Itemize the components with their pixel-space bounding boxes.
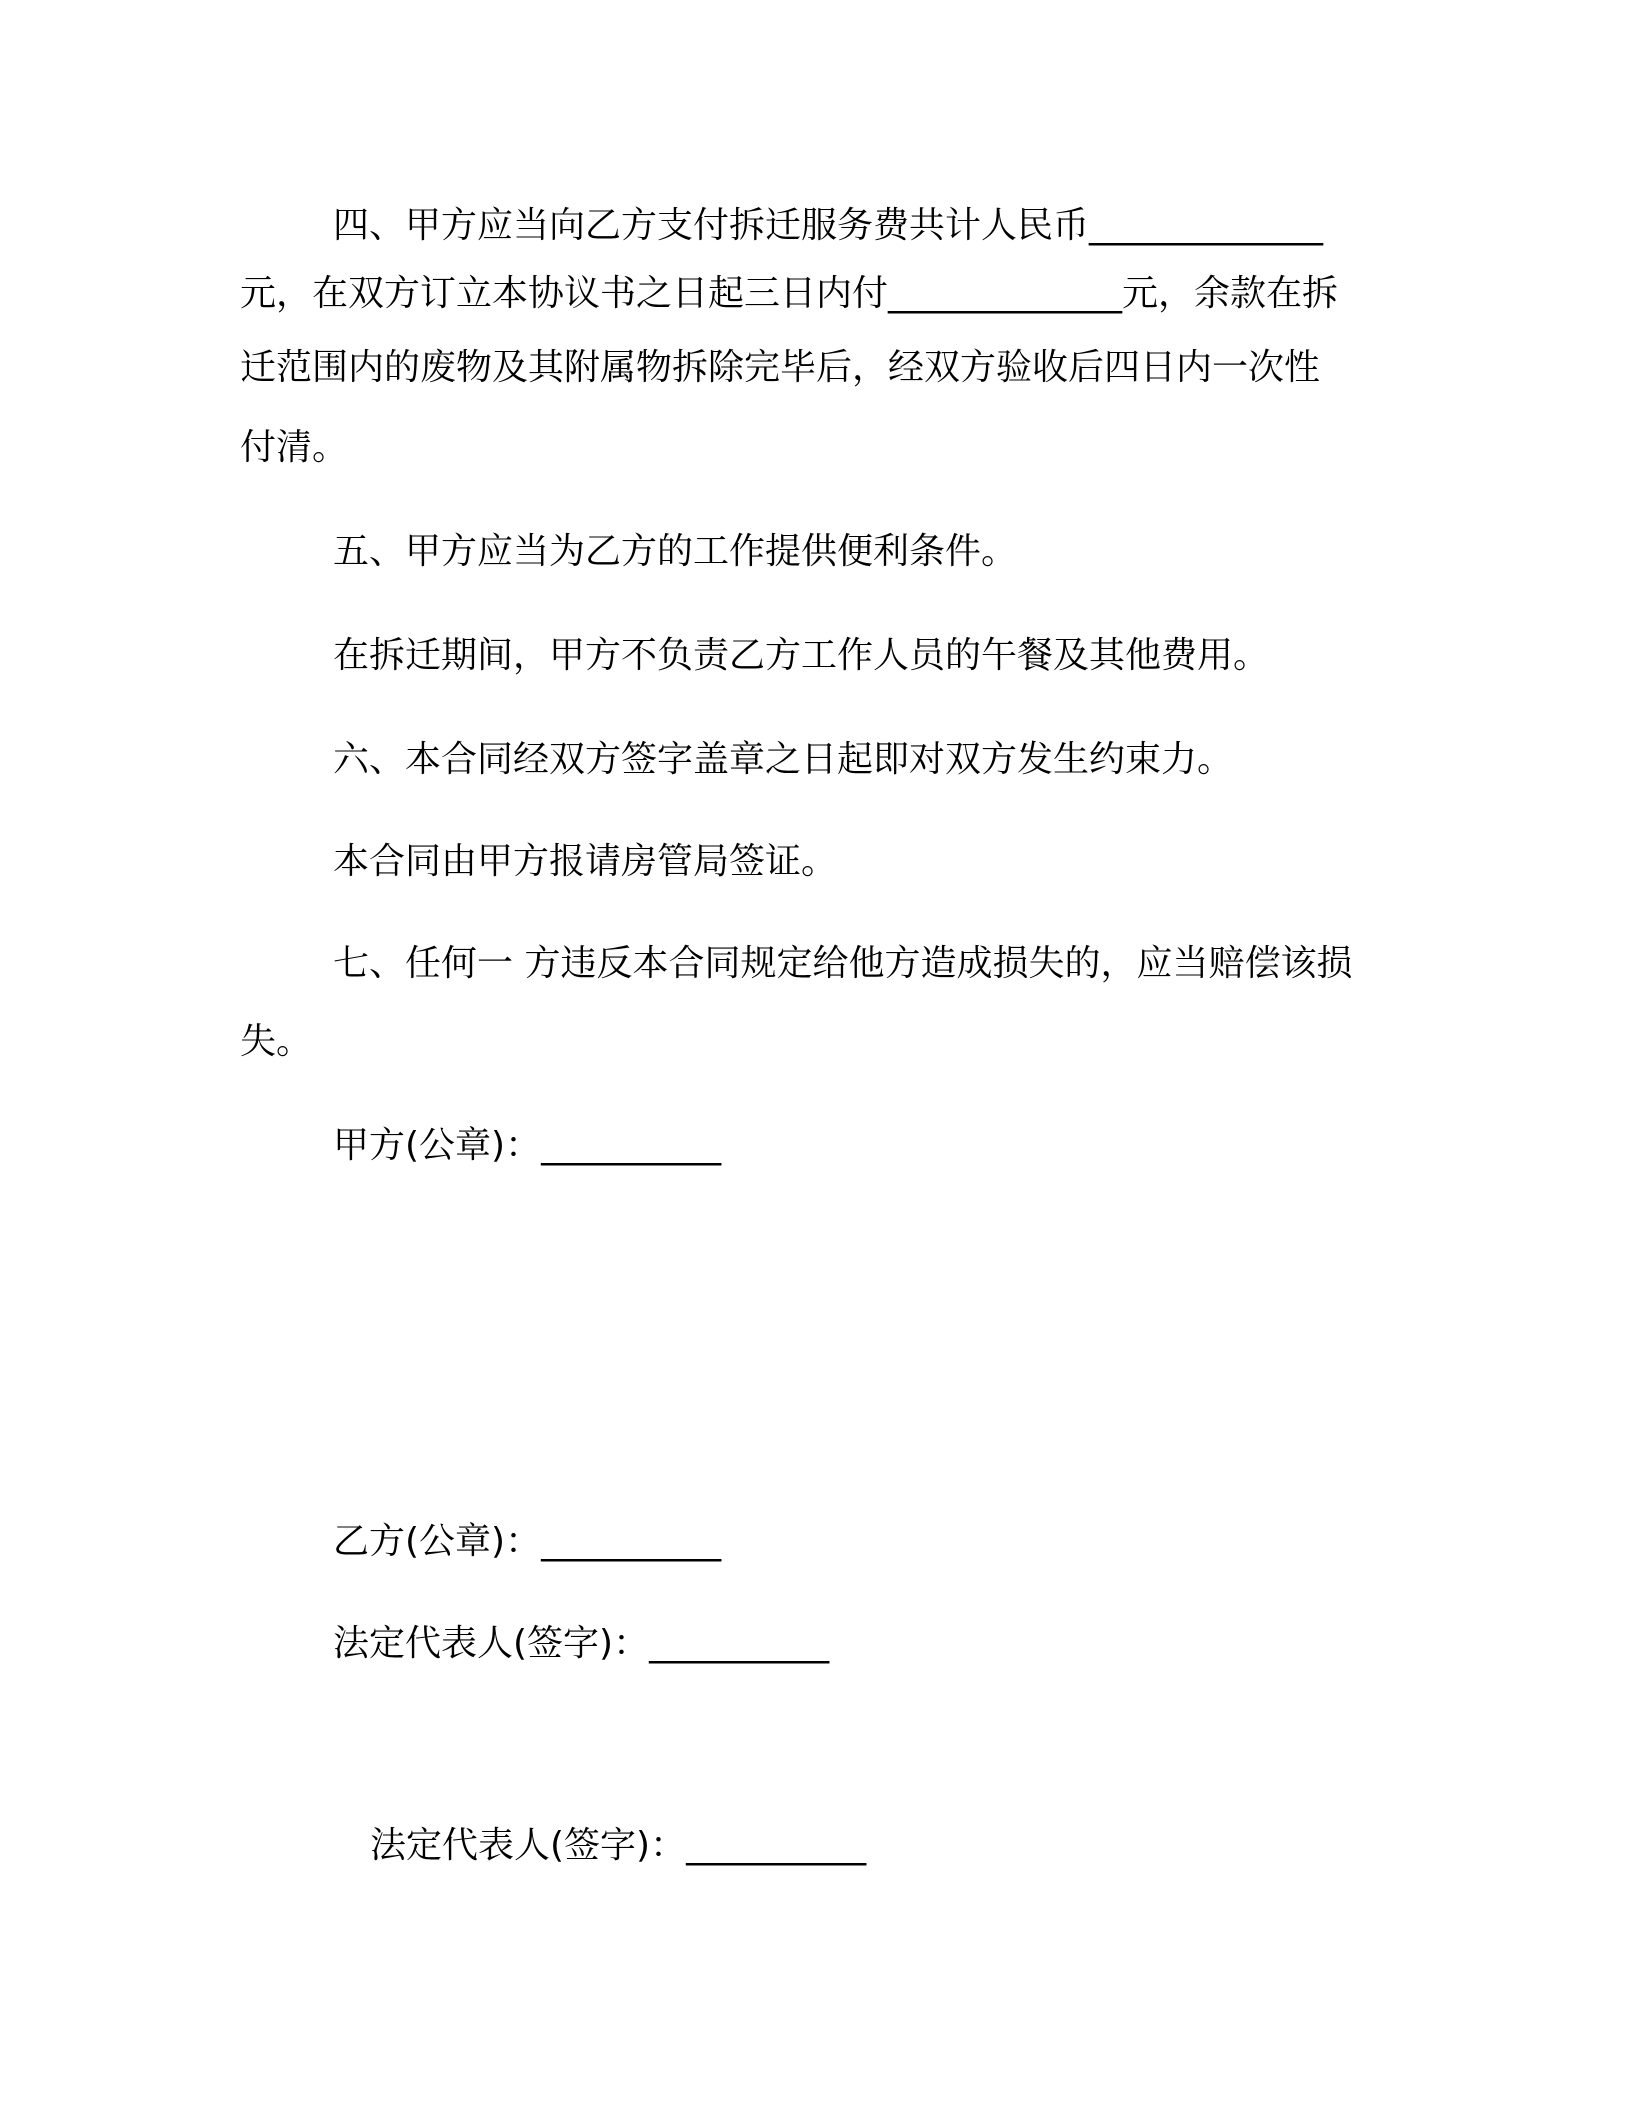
clause-4-line-3: 迁范围内的废物及其附属物拆除完毕后，经双方验收后四日内一次性 xyxy=(240,347,1321,388)
legal-representative-signature-1: 法定代表人(签字)：__________ xyxy=(333,1623,830,1664)
clause-6-note: 本合同由甲方报请房管局签证。 xyxy=(333,841,838,882)
clause-7-line-2: 失。 xyxy=(240,1021,313,1062)
clause-4-line-4: 付清。 xyxy=(240,427,349,468)
legal-representative-signature-2: 法定代表人(签字)：__________ xyxy=(370,1825,867,1866)
clause-5: 五、甲方应当为乙方的工作提供便利条件。 xyxy=(333,531,1018,572)
clause-4-line-2: 元，在双方订立本协议书之日起三日内付_____________元，余款在拆 xyxy=(240,273,1339,314)
party-b-seal-field: 乙方(公章)：__________ xyxy=(333,1521,722,1562)
clause-4-line-1: 四、甲方应当向乙方支付拆迁服务费共计人民币_____________ xyxy=(333,205,1324,246)
clause-7-line-1: 七、任何一 方违反本合同规定给他方造成损失的，应当赔偿该损 xyxy=(333,943,1353,984)
clause-6: 六、本合同经双方签字盖章之日起即对双方发生约束力。 xyxy=(333,739,1234,780)
clause-5-note: 在拆迁期间，甲方不负责乙方工作人员的午餐及其他费用。 xyxy=(333,635,1270,676)
party-a-seal-field: 甲方(公章)：__________ xyxy=(333,1125,722,1166)
